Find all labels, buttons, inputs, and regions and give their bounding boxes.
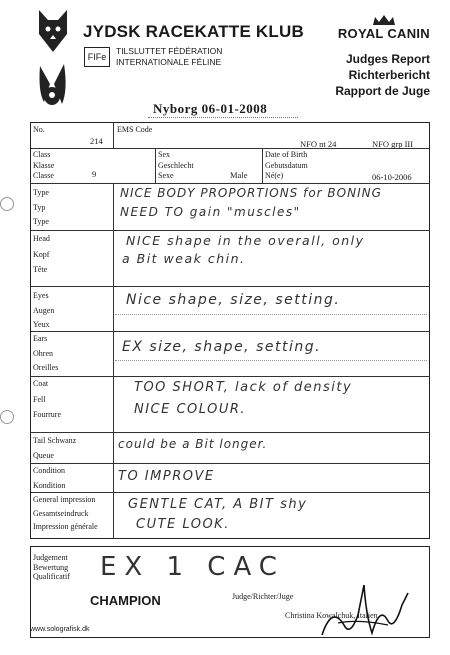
cat-head-logo-icon (36, 8, 70, 54)
divider (30, 492, 430, 493)
sex-value: Male (230, 170, 248, 180)
head-comment-line-2: a Bit weak chin. (122, 251, 246, 266)
judge-name: Christina Kowalchuk, Italien (285, 611, 378, 620)
ems-label: EMS Code (117, 125, 153, 134)
divider (30, 331, 430, 332)
divider (30, 463, 430, 464)
report-title-de: Richterbericht (348, 68, 430, 82)
writing-line (115, 360, 427, 361)
general-impression-comment-line-2: CUTE LOOK. (136, 517, 230, 532)
divider (30, 230, 430, 231)
general-impression-label: General impression Gesamtseindruck Impression générale (33, 495, 98, 531)
fife-logo: FIFe (84, 47, 110, 67)
condition-label: Condition Kondition (33, 466, 66, 490)
general-impression-comment-line-1: GENTLE CAT, A BIT shy (128, 497, 308, 512)
divider (113, 122, 114, 148)
divider (30, 286, 430, 287)
sex-label: Sex Geschlecht Sexe (158, 150, 194, 180)
divider (30, 148, 430, 149)
club-emblem-icon (34, 62, 70, 108)
condition-comment-line-1: TO IMPROVE (118, 469, 215, 484)
coat-comment-line-2: NICE COLOUR. (134, 402, 247, 417)
divider (30, 183, 430, 184)
divider (148, 117, 298, 118)
divider (30, 376, 430, 377)
divider (262, 148, 263, 183)
divider (30, 432, 430, 433)
nfo-nt: NFO nt 24 (300, 139, 337, 149)
tail-label: Tail Schwanz Queue (33, 436, 77, 460)
show-place-date: Nyborg 06-01-2008 (153, 101, 268, 116)
punch-hole (0, 197, 14, 211)
divider (113, 183, 114, 539)
no-value: 214 (90, 136, 103, 146)
ears-label: Ears Ohren Oreilles (33, 334, 59, 372)
tail-comment-line-1: could be a Bit longer. (118, 437, 268, 451)
type-comment-line-1: NICE BODY PROPORTIONS for BONING (120, 186, 382, 200)
eyes-comment-line-1: Nice shape, size, setting. (126, 292, 341, 308)
type-comment-line-2: NEED TO gain "muscles" (120, 205, 301, 219)
ears-comment-line-1: EX size, shape, setting. (122, 339, 322, 355)
report-title-fr: Rapport de Juge (335, 84, 430, 98)
champion-title: CHAMPION (90, 593, 161, 608)
judge-signature (318, 575, 418, 645)
report-title-en: Judges Report (345, 52, 430, 66)
affiliation-line-2: INTERNATIONALE FÉLINE (116, 57, 222, 67)
nfo-grp: NFO grp III (372, 139, 414, 149)
head-comment-line-1: NICE shape in the overall, only (126, 233, 365, 248)
brand-name: ROYAL CANIN (337, 26, 430, 41)
eyes-label: Eyes Augen Yeux (33, 291, 55, 329)
head-label: Head Kopf Tête (33, 234, 50, 274)
coat-comment-line-1: TOO SHORT, lack of density (134, 380, 353, 395)
dob-label: Date of Birth Gebutsdatum Né(e) (265, 150, 308, 180)
footer-website: www.solografisk.dk (30, 626, 90, 633)
judge-label: Judge/Richter/Juge (232, 592, 294, 601)
coat-label: Coat Fell Fourrure (33, 379, 61, 419)
no-label: No. (33, 125, 45, 134)
club-name: JYDSK RACEKATTE KLUB (83, 22, 304, 41)
class-label: Class Klasse Classe (33, 150, 55, 180)
type-label: Type Typ Type (33, 188, 49, 226)
judgement-result: EX 1 CAC (100, 552, 285, 582)
writing-line (115, 314, 427, 315)
punch-hole (0, 410, 14, 424)
crown-icon (372, 14, 396, 26)
divider (155, 148, 156, 183)
dob-value: 06-10-2006 (372, 172, 412, 182)
class-value: 9 (92, 169, 97, 179)
judgement-label: Judgement Bewertung Qualificatif (33, 553, 70, 581)
affiliation-line-1: TILSLUTTET FÉDÉRATION (116, 46, 223, 56)
